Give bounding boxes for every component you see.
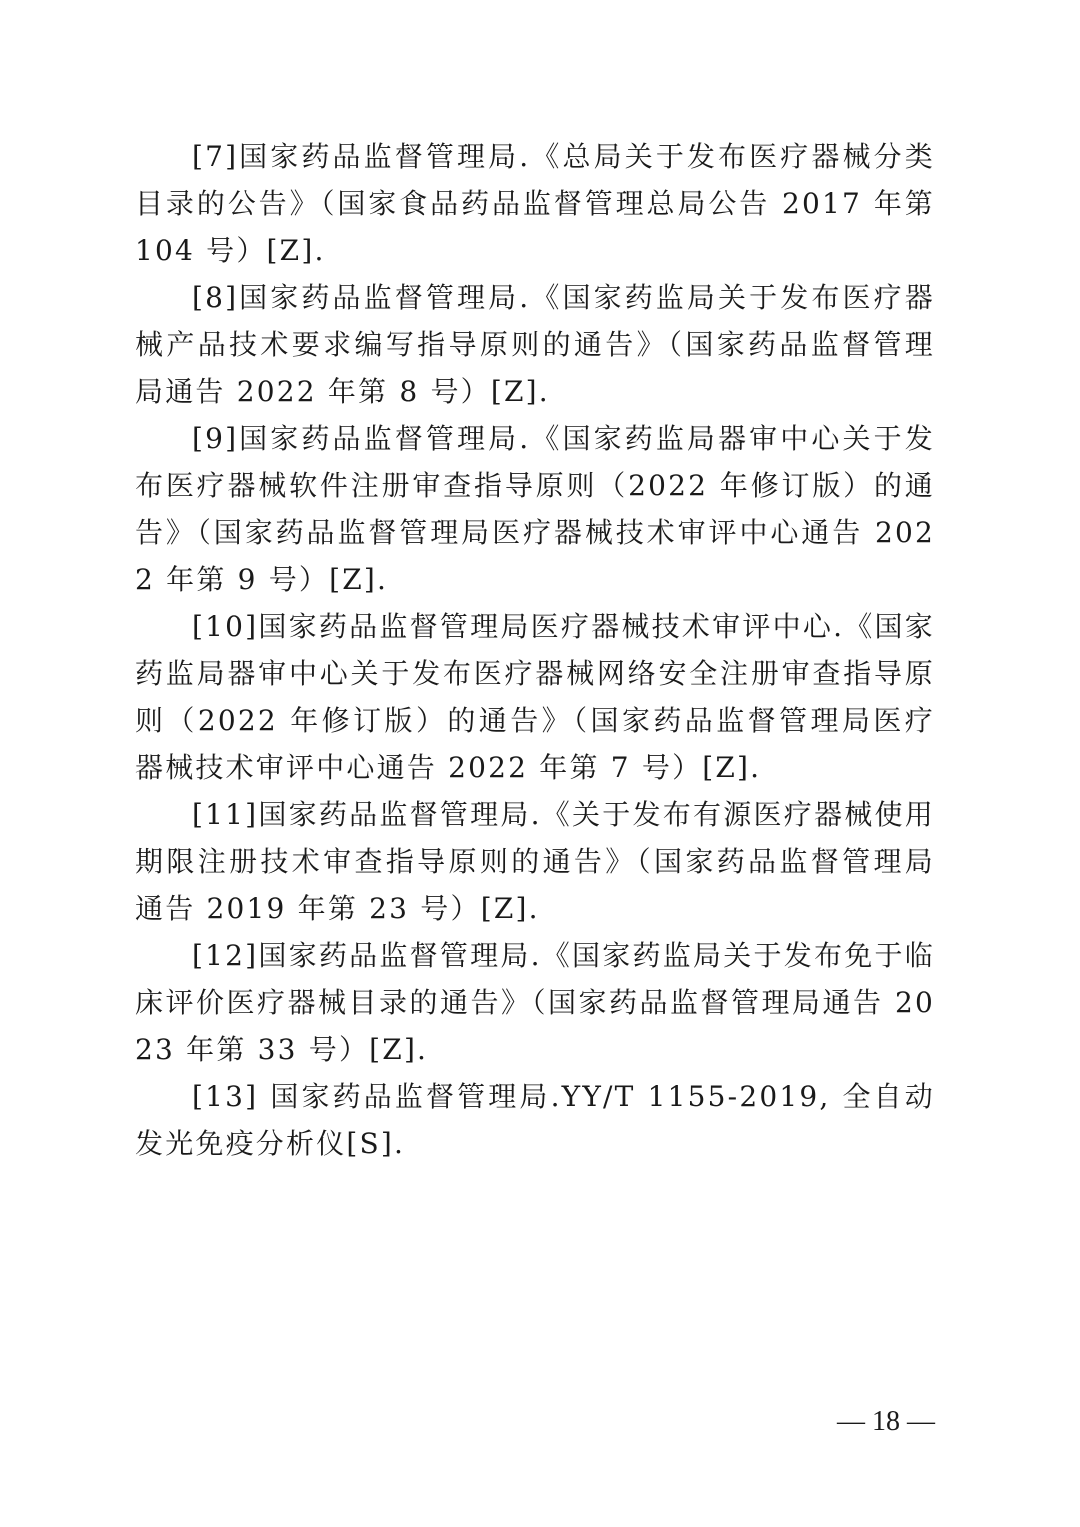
reference-11: [11]国家药品监督管理局.《关于发布有源医疗器械使用期限注册技术审查指导原则的通告》（国家药品监督管理局通告 2019 年第 23 号）[Z]. [135, 798, 935, 925]
reference-list [135, 133, 935, 1167]
reference-10: [10]国家药品监督管理局医疗器械技术审评中心.《国家药监局器审中心关于发布医疗器械网络安全注册审查指导原则（2022 年修订版）的通告》（国家药品监督管理局医疗器械技术审评中心通告 2022 年第 7 号）[Z]. [135, 610, 935, 784]
reference-7: [7]国家药品监督管理局.《总局关于发布医疗器械分类目录的公告》（国家食品药品监督管理总局公告 2017 年第 104 号）[Z]. [135, 140, 935, 267]
page-number: — 18 — [837, 1406, 935, 1437]
reference-9: [9]国家药品监督管理局.《国家药监局器审中心关于发布医疗器械软件注册审查指导原则（2022 年修订版）的通告》（国家药品监督管理局医疗器械技术审评中心通告 2022 年第 9 号）[Z]. [135, 422, 935, 596]
reference-12: [12]国家药品监督管理局.《国家药监局关于发布免于临床评价医疗器械目录的通告》（国家药品监督管理局通告 2023 年第 33 号）[Z]. [135, 939, 935, 1066]
reference-13: [13] 国家药品监督管理局.YY/T 1155-2019, 全自动发光免疫分析仪[S]. [135, 1080, 935, 1160]
reference-8: [8]国家药品监督管理局.《国家药监局关于发布医疗器械产品技术要求编写指导原则的通告》（国家药品监督管理局通告 2022 年第 8 号）[Z]. [135, 281, 935, 408]
